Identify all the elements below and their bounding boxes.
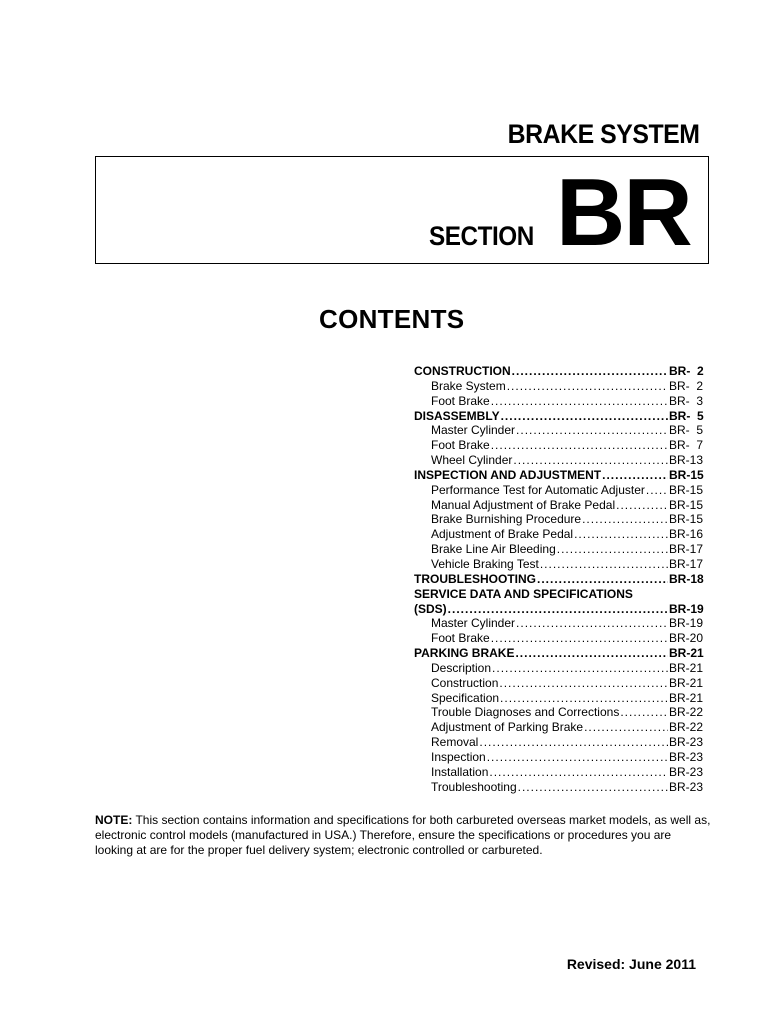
toc-leader-dots — [582, 512, 668, 527]
toc-leader-dots — [574, 527, 668, 542]
toc-leader-dots — [516, 423, 668, 438]
toc-leader-dots — [516, 616, 668, 631]
note-text: This section contains information and specifications for both carbureted overseas market models, as well as, electronic control models (manufactured in USA.) Therefore, ensure the specifications or procedures you are looking at are for the proper fuel delivery system; electronic controlled or carbureted. — [95, 813, 711, 857]
toc-entry-label: Adjustment of Brake Pedal — [431, 527, 574, 542]
table-of-contents — [414, 364, 707, 794]
toc-entry[interactable] — [414, 631, 707, 646]
toc-entry[interactable] — [414, 542, 707, 557]
toc-entry-label: DISASSEMBLY — [414, 408, 500, 423]
toc-entry[interactable] — [414, 646, 707, 661]
toc-entry[interactable] — [414, 423, 707, 438]
toc-leader-dots — [616, 498, 668, 513]
toc-entry-label: Installation — [431, 764, 489, 779]
toc-leader-dots — [602, 468, 668, 483]
toc-entry-page: BR- 7 — [669, 438, 704, 453]
toc-entry-label: Foot Brake — [431, 438, 490, 453]
toc-entry-page: BR-15 — [669, 497, 704, 512]
toc-entry[interactable] — [414, 557, 707, 572]
toc-entry-label: Brake Line Air Bleeding — [431, 542, 556, 557]
toc-leader-dots — [487, 750, 668, 765]
toc-leader-dots — [646, 483, 668, 498]
toc-entry-page: BR-21 — [669, 660, 704, 675]
section-code: BR — [556, 159, 691, 266]
toc-entry[interactable] — [414, 364, 707, 379]
toc-entry-page: BR- 2 — [669, 378, 704, 393]
toc-entry-label: Foot Brake — [431, 631, 490, 646]
toc-entry-page: BR-22 — [669, 705, 704, 720]
toc-entry-label: Master Cylinder — [431, 423, 516, 438]
section-label: SECTION — [429, 221, 534, 251]
toc-entry[interactable] — [414, 512, 707, 527]
toc-entry-label: Inspection — [431, 749, 486, 764]
toc-leader-dots — [500, 691, 668, 706]
toc-entry-label: Manual Adjustment of Brake Pedal — [431, 497, 616, 512]
toc-entry[interactable] — [414, 379, 707, 394]
toc-entry-label: Foot Brake — [431, 393, 490, 408]
toc-entry-label: Troubleshooting — [431, 779, 517, 794]
toc-entry[interactable] — [414, 409, 707, 424]
toc-leader-dots — [479, 735, 668, 750]
toc-entry-label: PARKING BRAKE — [414, 646, 515, 661]
toc-entry-page: BR-15 — [669, 512, 704, 527]
toc-entry-page: BR-21 — [669, 675, 704, 690]
toc-entry-page: BR-23 — [669, 735, 704, 750]
toc-entry-page: BR-21 — [669, 646, 704, 661]
toc-entry[interactable] — [414, 676, 707, 691]
section-box — [95, 156, 709, 264]
toc-entry-label: INSPECTION AND ADJUSTMENT — [414, 467, 602, 482]
toc-entry[interactable] — [414, 394, 707, 409]
toc-entry[interactable] — [414, 720, 707, 735]
toc-leader-dots — [491, 394, 668, 409]
toc-entry-label: (SDS) — [414, 601, 447, 616]
toc-entry[interactable] — [414, 616, 707, 631]
toc-entry-label: Master Cylinder — [431, 616, 516, 631]
toc-entry[interactable] — [414, 691, 707, 706]
toc-entry-label: CONSTRUCTION — [414, 364, 511, 378]
toc-entry-label: Performance Test for Automatic Adjuster — [431, 482, 645, 497]
toc-leader-dots — [499, 676, 668, 691]
toc-leader-dots — [557, 542, 668, 557]
toc-entry-label: Brake Burnishing Procedure — [431, 512, 582, 527]
toc-entry-page: BR- 3 — [669, 393, 704, 408]
toc-entry-page: BR-23 — [669, 764, 704, 779]
toc-entry-label: Trouble Diagnoses and Corrections — [431, 705, 620, 720]
contents-heading: CONTENTS — [319, 304, 465, 334]
toc-leader-dots — [512, 364, 668, 379]
toc-entry[interactable] — [414, 661, 707, 676]
toc-entry-label: Description — [431, 660, 492, 675]
toc-entry[interactable] — [414, 438, 707, 453]
toc-entry-page: BR-13 — [669, 453, 704, 468]
toc-leader-dots — [584, 720, 668, 735]
toc-entry[interactable] — [414, 572, 707, 587]
toc-entry[interactable] — [414, 468, 707, 483]
toc-leader-dots — [492, 661, 668, 676]
toc-entry-page: BR-19 — [669, 616, 704, 631]
toc-entry[interactable] — [414, 602, 707, 617]
toc-entry[interactable] — [414, 527, 707, 542]
toc-leader-dots — [501, 409, 668, 424]
toc-entry-label: Wheel Cylinder — [431, 453, 513, 468]
revision-date: Revised: June 2011 — [566, 956, 696, 972]
toc-leader-dots — [537, 572, 668, 587]
toc-leader-dots — [513, 453, 668, 468]
toc-entry-label: TROUBLESHOOTING — [414, 571, 536, 586]
note-paragraph — [95, 813, 711, 858]
toc-leader-dots — [489, 765, 668, 780]
toc-entry[interactable] — [414, 453, 707, 468]
toc-leader-dots — [491, 631, 668, 646]
toc-entry-page: BR-16 — [669, 527, 704, 542]
toc-entry-label: Construction — [431, 675, 499, 690]
note-label: NOTE: — [95, 813, 133, 827]
toc-entry[interactable] — [414, 705, 707, 720]
toc-entry-page: BR- 2 — [669, 364, 704, 378]
toc-entry-label: Specification — [431, 690, 500, 705]
toc-entry-page: BR-20 — [669, 631, 704, 646]
toc-entry-page: BR-17 — [669, 542, 704, 557]
toc-entry-page: BR-23 — [669, 779, 704, 794]
toc-entry-label: Brake System — [431, 378, 506, 393]
toc-leader-dots — [448, 602, 668, 617]
toc-entry-label: Adjustment of Parking Brake — [431, 720, 584, 735]
toc-entry-page: BR- 5 — [669, 423, 704, 438]
toc-entry-page: BR-23 — [669, 749, 704, 764]
toc-leader-dots — [507, 379, 668, 394]
toc-leader-dots — [491, 438, 668, 453]
toc-entry-page: BR-17 — [669, 556, 704, 571]
toc-entry-page: BR-15 — [669, 482, 704, 497]
toc-entry[interactable] — [414, 587, 707, 602]
toc-leader-dots — [540, 557, 668, 572]
toc-entry-page: BR-15 — [669, 467, 704, 482]
toc-entry-label: Removal — [431, 735, 479, 750]
toc-entry-label: SERVICE DATA AND SPECIFICATIONS — [414, 586, 633, 601]
toc-entry-page: BR-22 — [669, 720, 704, 735]
toc-entry[interactable] — [414, 498, 707, 513]
toc-leader-dots — [515, 646, 668, 661]
toc-leader-dots — [518, 780, 668, 795]
toc-entry-page: BR- 5 — [669, 408, 704, 423]
toc-entry[interactable] — [414, 765, 707, 780]
manual-title: BRAKE SYSTEM — [508, 119, 700, 149]
toc-entry-page: BR-18 — [669, 571, 704, 586]
toc-entry[interactable] — [414, 735, 707, 750]
toc-leader-dots — [620, 705, 668, 720]
toc-entry[interactable] — [414, 780, 707, 795]
toc-entry-page: BR-19 — [669, 601, 704, 616]
toc-entry[interactable] — [414, 750, 707, 765]
toc-entry[interactable] — [414, 483, 707, 498]
toc-entry-page: BR-21 — [669, 690, 704, 705]
toc-entry-label: Vehicle Braking Test — [431, 556, 539, 571]
